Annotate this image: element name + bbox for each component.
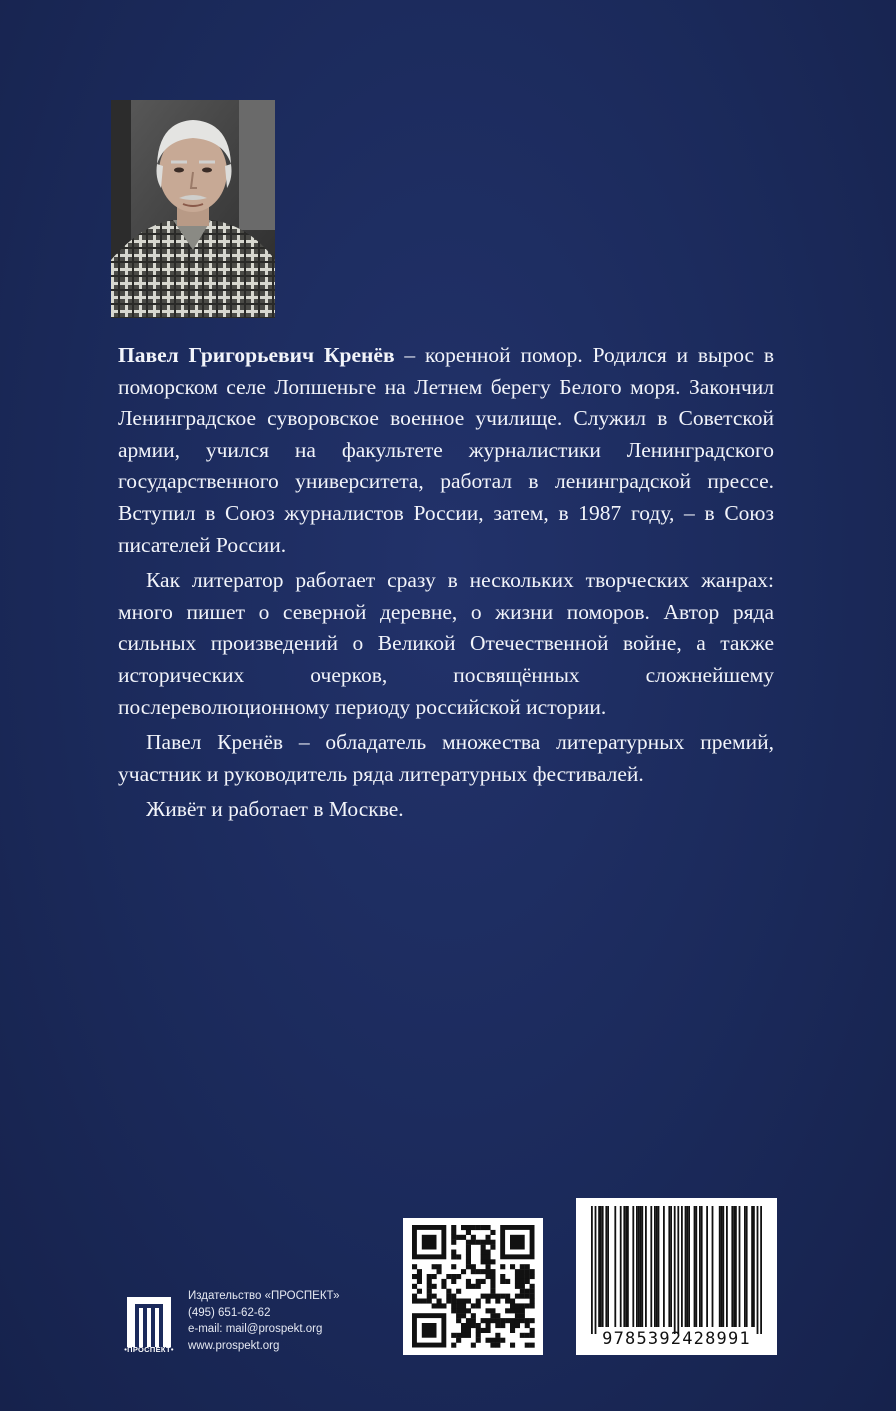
author-portrait-icon: [111, 100, 275, 318]
publisher-website[interactable]: www.prospekt.org: [188, 1339, 280, 1352]
publisher-email[interactable]: e-mail: mail@prospekt.org: [188, 1323, 323, 1335]
author-biography: [118, 340, 774, 830]
publisher-logo-text: •ПРОСПЕКТ•: [124, 1345, 174, 1354]
publisher-phone: (495) 651-62-62: [188, 1306, 271, 1319]
author-name: Павел Григорьевич Кренёв: [118, 343, 395, 367]
isbn-barcode: [576, 1198, 777, 1355]
isbn-number: 9785392428991: [602, 1329, 751, 1349]
qr-code-icon: [403, 1218, 543, 1355]
bio-paragraph-4: Живёт и работает в Москве.: [146, 797, 404, 822]
bio-paragraph-3: Павел Кренёв – обладатель множества литературных премий, участник и руководитель ряда литературных фестивалей.: [118, 730, 774, 786]
qr-code[interactable]: [403, 1218, 543, 1355]
author-photo: [111, 100, 275, 318]
bio-paragraph-1: [118, 340, 774, 561]
bio-paragraph-2: Как литератор работает сразу в нескольких творческих жанрах: много пишет о северной деревне, о жизни поморов. Автор ряда сильных произведений о Великой Отечественной войне, а также исторических очерков, посвящённых сложнейшему послереволюционному периоду российской истории.: [118, 568, 774, 719]
publisher-block: [118, 1288, 398, 1358]
publisher-name: Издательство «ПРОСПЕКТ»: [188, 1290, 340, 1302]
publisher-info: [188, 1288, 339, 1354]
bio-paragraph-1-text: – коренной помор. Родился и вырос в поморском селе Лопшеньге на Летнем берегу Белого моря. Закончил Ленинградское суворовское военное училище. Служил в Советской армии, учился на факультете журналистики Ленинградского государственного университета, работал в ленинградской прессе. Вступил в Союз журналистов России, затем, в 1987 году, – в Союз писателей России.: [118, 343, 775, 557]
